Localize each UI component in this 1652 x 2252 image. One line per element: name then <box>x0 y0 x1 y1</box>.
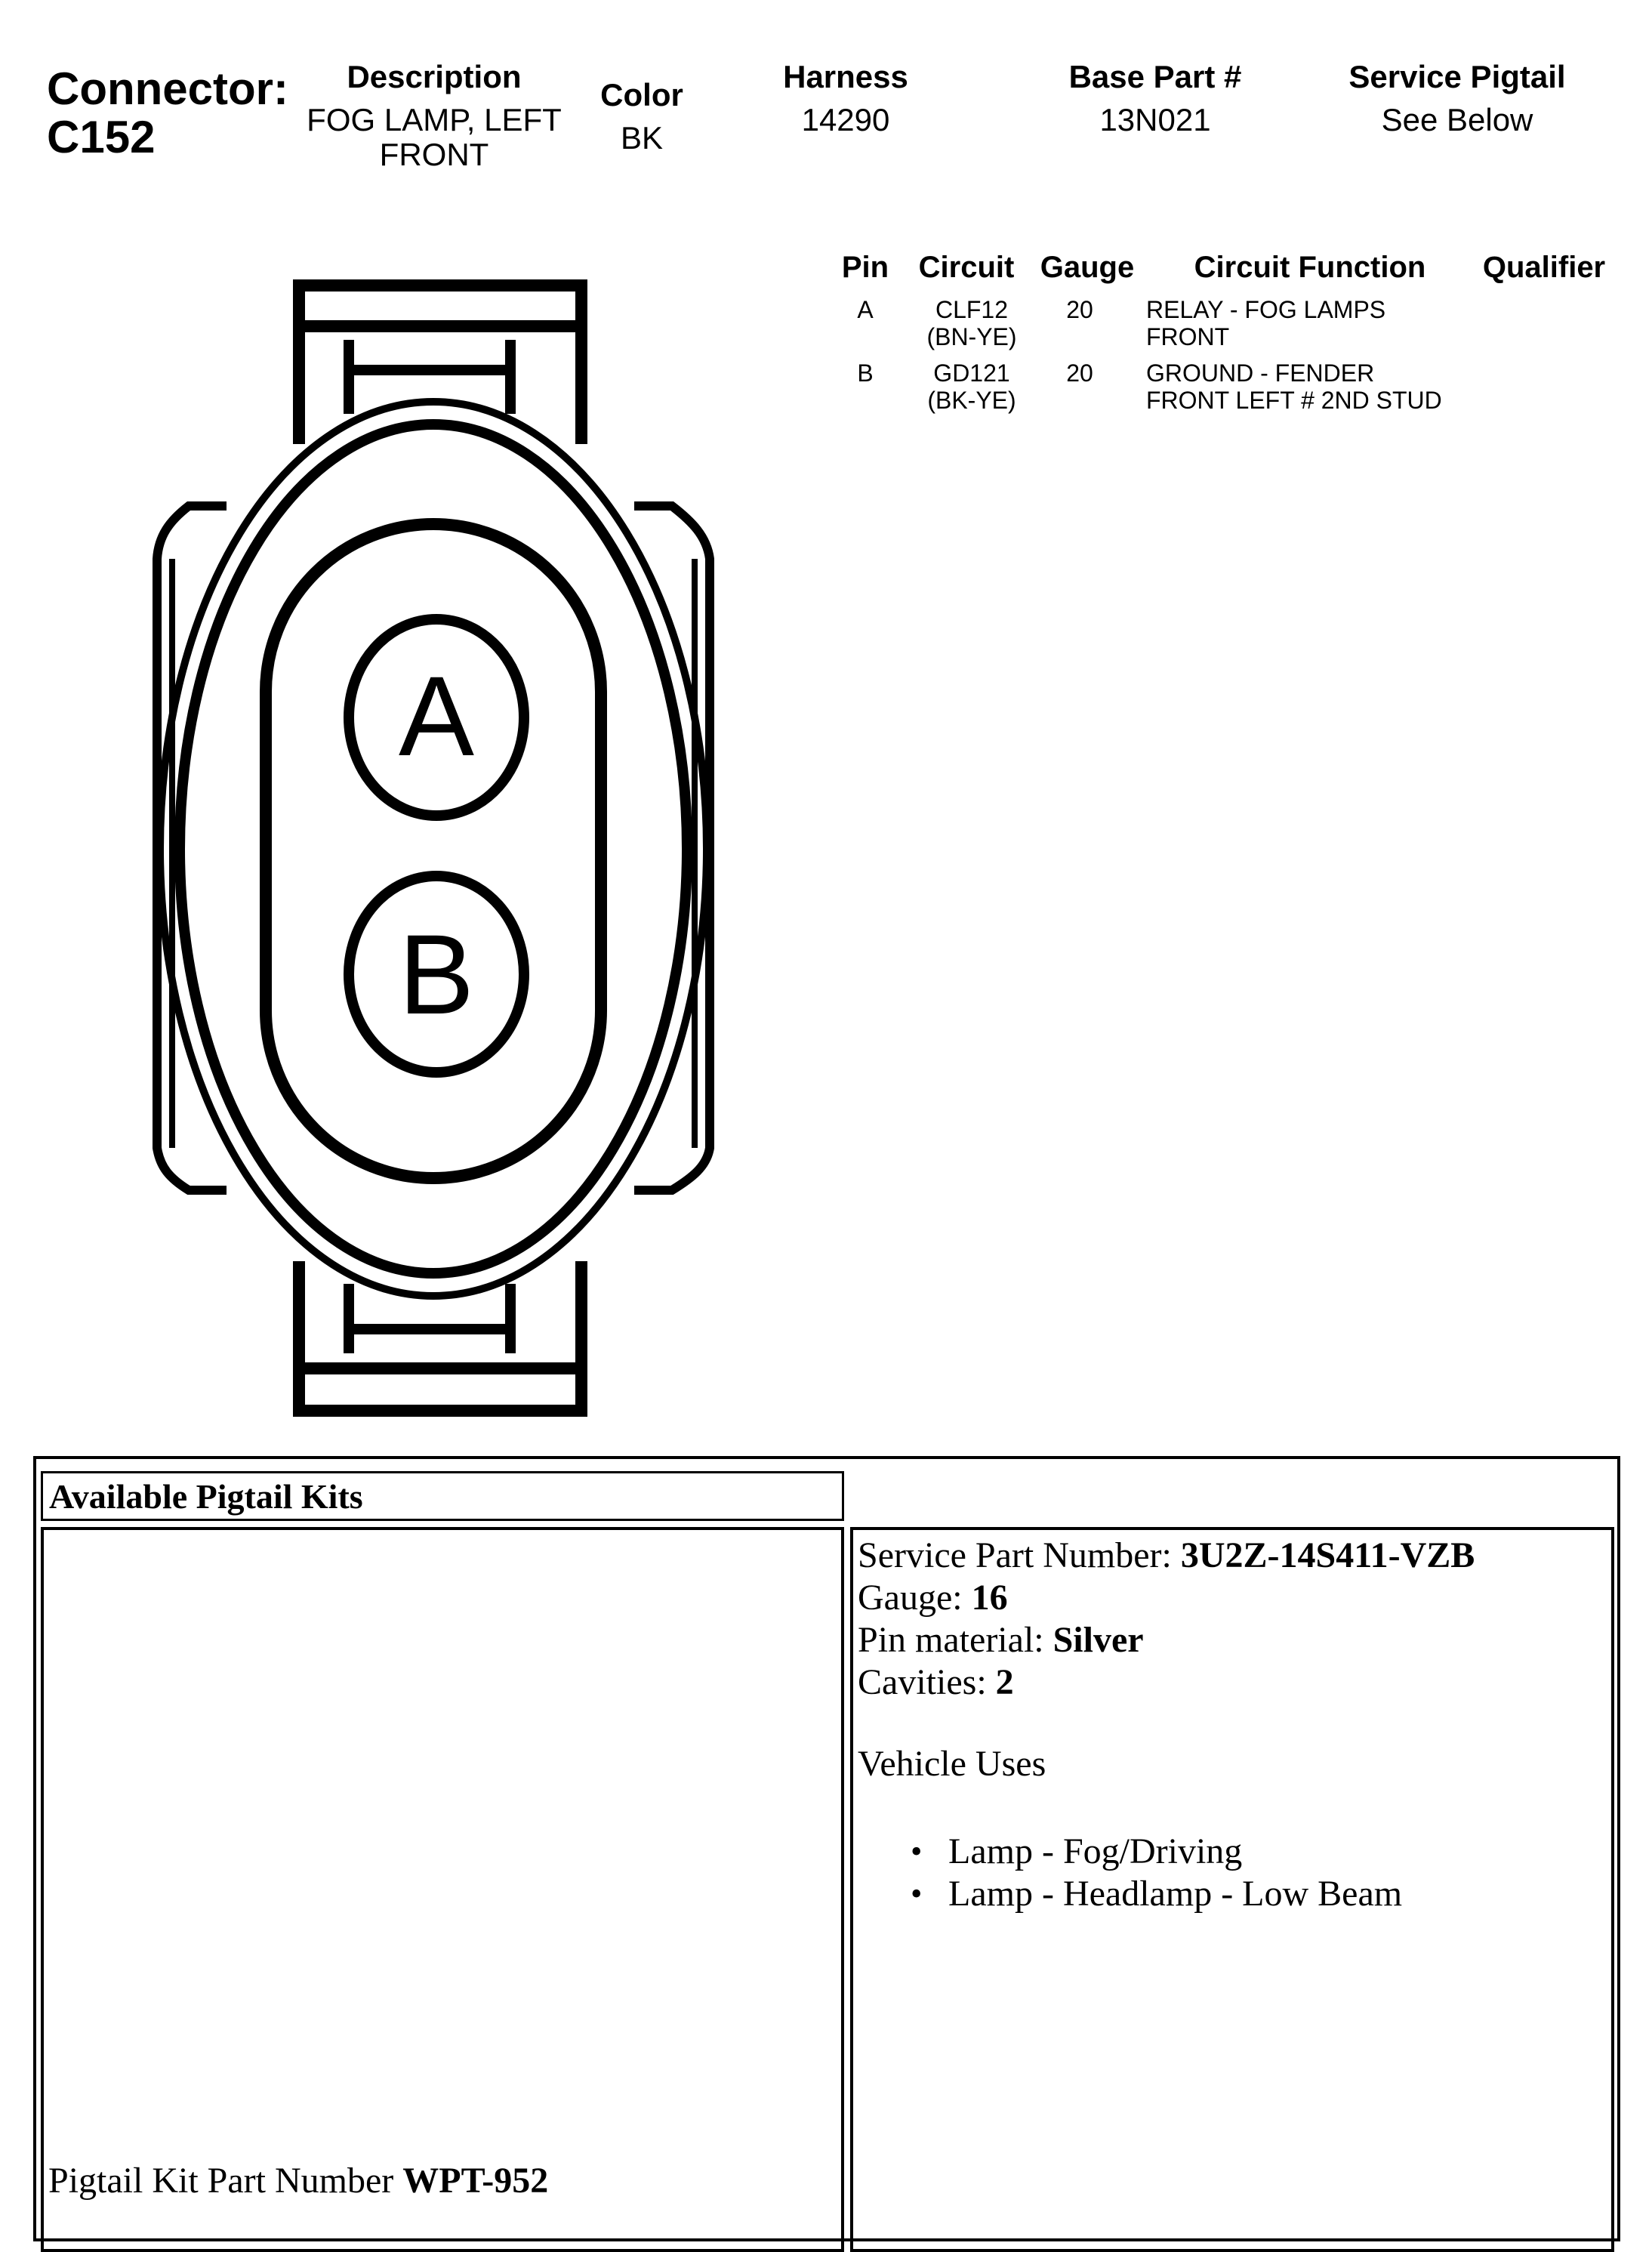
color-value: BK <box>620 120 664 156</box>
list-item: • Lamp - Fog/Driving <box>911 1831 1611 1873</box>
pin-material-label: Pin material: <box>858 1620 1044 1660</box>
color-label: Color <box>600 77 683 113</box>
gauge-value: 16 <box>971 1578 1008 1618</box>
pin-a-label: A <box>398 652 475 779</box>
list-item: • Lamp - Headlamp - Low Beam <box>911 1873 1611 1915</box>
pigtail-image-cell <box>41 1527 844 2252</box>
pin-material-line <box>858 1619 1611 1661</box>
connector-body <box>180 424 687 1273</box>
cavities-line <box>858 1661 1611 1704</box>
service-part-value: 3U2Z-14S411-VZB <box>1180 1535 1475 1575</box>
kit-part-value: WPT-952 <box>402 2161 549 2201</box>
cavities-value: 2 <box>995 1662 1014 1702</box>
pin-col-header: Pin <box>841 251 889 284</box>
function-cell: GROUND - FENDER FRONT LEFT # 2ND STUD <box>1146 359 1442 414</box>
pin-b-label: B <box>398 911 475 1038</box>
header-base-part <box>1042 59 1268 137</box>
service-pigtail-label: Service Pigtail <box>1348 59 1566 94</box>
pigtail-details-cell <box>850 1527 1614 2252</box>
circuit-cell: GD121 (BK-YE) <box>927 359 1016 414</box>
pigtail-kits-title-cell <box>41 1471 844 1521</box>
circuit-col-header: Circuit <box>918 251 1015 284</box>
service-part-label: Service Part Number: <box>858 1535 1172 1575</box>
gauge-line <box>858 1577 1611 1619</box>
function-cell: RELAY - FOG LAMPS FRONT <box>1146 296 1386 350</box>
service-part-line <box>858 1535 1611 1577</box>
base-part-value: 13N021 <box>1099 102 1211 137</box>
service-pigtail-value: See Below <box>1381 102 1533 137</box>
connector-outer-shell <box>160 402 707 1296</box>
pin-cell: B <box>857 359 874 387</box>
left-side-guide <box>157 506 227 1190</box>
cavities-label: Cavities: <box>858 1662 987 1702</box>
header-harness <box>740 59 951 137</box>
function-col-header: Circuit Function <box>1194 251 1426 284</box>
pin-material-value: Silver <box>1053 1620 1144 1660</box>
harness-value: 14290 <box>801 102 890 137</box>
vehicle-uses-heading: Vehicle Uses <box>858 1744 1046 1784</box>
connector-label: Connector: <box>47 63 288 114</box>
pigtail-kit-part-line <box>48 2160 548 2202</box>
harness-label: Harness <box>783 59 908 94</box>
gauge-label: Gauge: <box>858 1578 963 1618</box>
connector-face-diagram <box>0 0 755 1435</box>
gauge-cell: 20 <box>1066 296 1093 323</box>
gauge-cell: 20 <box>1066 359 1093 387</box>
bottom-latch <box>299 1261 581 1411</box>
qualifier-col-header: Qualifier <box>1482 251 1606 284</box>
base-part-label: Base Part # <box>1068 59 1242 94</box>
description-value: FOG LAMP, LEFT FRONT <box>307 102 562 172</box>
kit-part-label: Pigtail Kit Part Number <box>48 2161 394 2201</box>
vehicle-uses-list <box>911 1831 1611 1915</box>
pigtail-kits-title: Available Pigtail Kits <box>49 1477 363 1516</box>
circuit-cell: CLF12 (BN-YE) <box>926 296 1017 350</box>
header-service-pigtail <box>1329 59 1586 137</box>
pin-cell: A <box>857 296 874 323</box>
connector-id: C152 <box>47 112 156 162</box>
description-label: Description <box>347 59 522 94</box>
gauge-col-header: Gauge <box>1040 251 1135 284</box>
